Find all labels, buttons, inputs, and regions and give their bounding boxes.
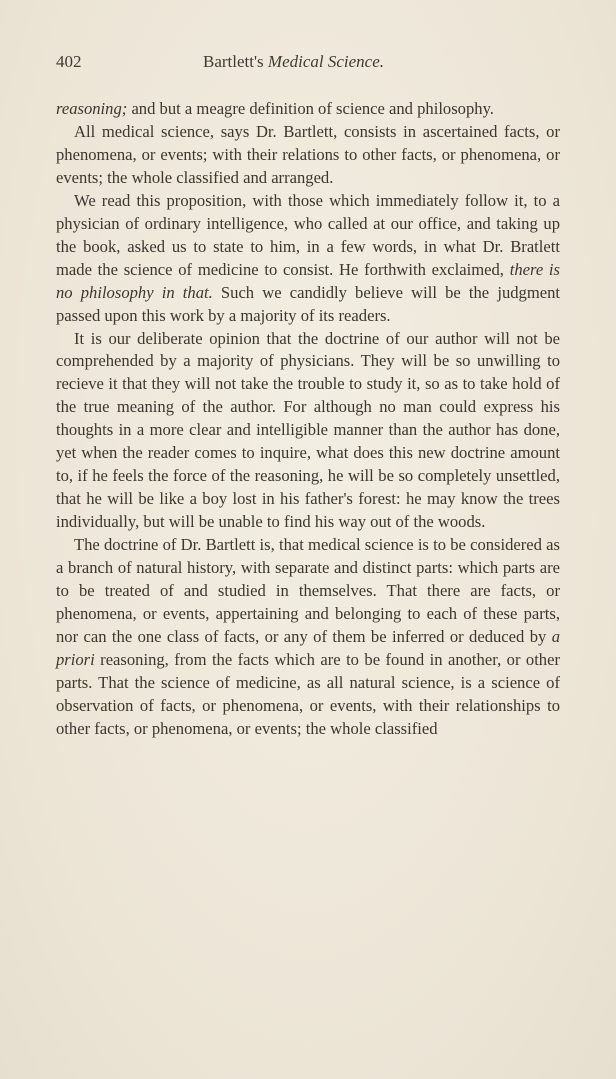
- paragraph-text: All medical science, says Dr. Bartlett, consists in ascertained facts, or phenomena, or events; with their relations to other facts, or phenomena, or events; the whole classified and arranged.: [56, 121, 560, 187]
- paragraph-text: We read this proposition, with those which immediately follow it, to a physician of ordinary intelligence, who called at our office, and taking up the book, asked us to state to him, in a few words, in what Dr. Bratlett made the science of medicine to consist. He forthwith exclaimed,: [56, 190, 560, 279]
- paragraph: [56, 328, 560, 535]
- paragraph: [56, 98, 560, 121]
- paragraph: [56, 534, 560, 741]
- page-number: 402: [56, 52, 82, 71]
- italic-text: a priori: [56, 626, 560, 669]
- paragraph-text: The doctrine of Dr. Bartlett is, that medical science is to be considered as a branch of natural history, with separate and distinct parts: which parts are to be treated of and studied in themselves. That there are facts, or phenomena, or events, appertaining and belonging to each of these parts, nor can the one class of facts, or any of them be inferred or deduced by: [56, 535, 560, 646]
- paragraph-text: Such we candidly believe will be the judgment passed upon this work by a majority of its readers.: [56, 282, 561, 325]
- page-header: [56, 52, 560, 74]
- running-title: [203, 52, 384, 72]
- italic-text: reasoning;: [56, 99, 128, 118]
- body-text: [56, 98, 560, 741]
- paragraph-text: and but a meagre definition of science and philosophy.: [127, 99, 494, 118]
- paragraph: [56, 190, 560, 328]
- paragraph: [56, 121, 560, 190]
- running-title-plain: Bartlett's: [203, 52, 268, 71]
- paragraph-text: reasoning, from the facts which are to be found in another, or other parts. That the science of medicine, as all natural science, is a science of observation of facts, or phenomena, or events, with their relationships to other facts, or phenomena, or events; the whole classified: [56, 649, 560, 738]
- running-title-italic: Medical Science.: [267, 52, 385, 71]
- paragraph-text: It is our deliberate opinion that the doctrine of our author will not be comprehended by a majority of physicians. They will be so unwilling to recieve it that they will not take the trouble to study it, so as to take hold of the true meaning of the author. For although no man could express his thoughts in a more clear and intelligible manner than the author has done, yet when the reader comes to inquire, what does this new doctrine amount to, if he feels the force of the reasoning, he will be so completely unsettled, that he will be like a boy lost in his father's forest: he may know the trees individually, but will be unable to find his way out of the woods.: [56, 328, 560, 532]
- italic-text: there is no philosophy in that.: [56, 259, 560, 302]
